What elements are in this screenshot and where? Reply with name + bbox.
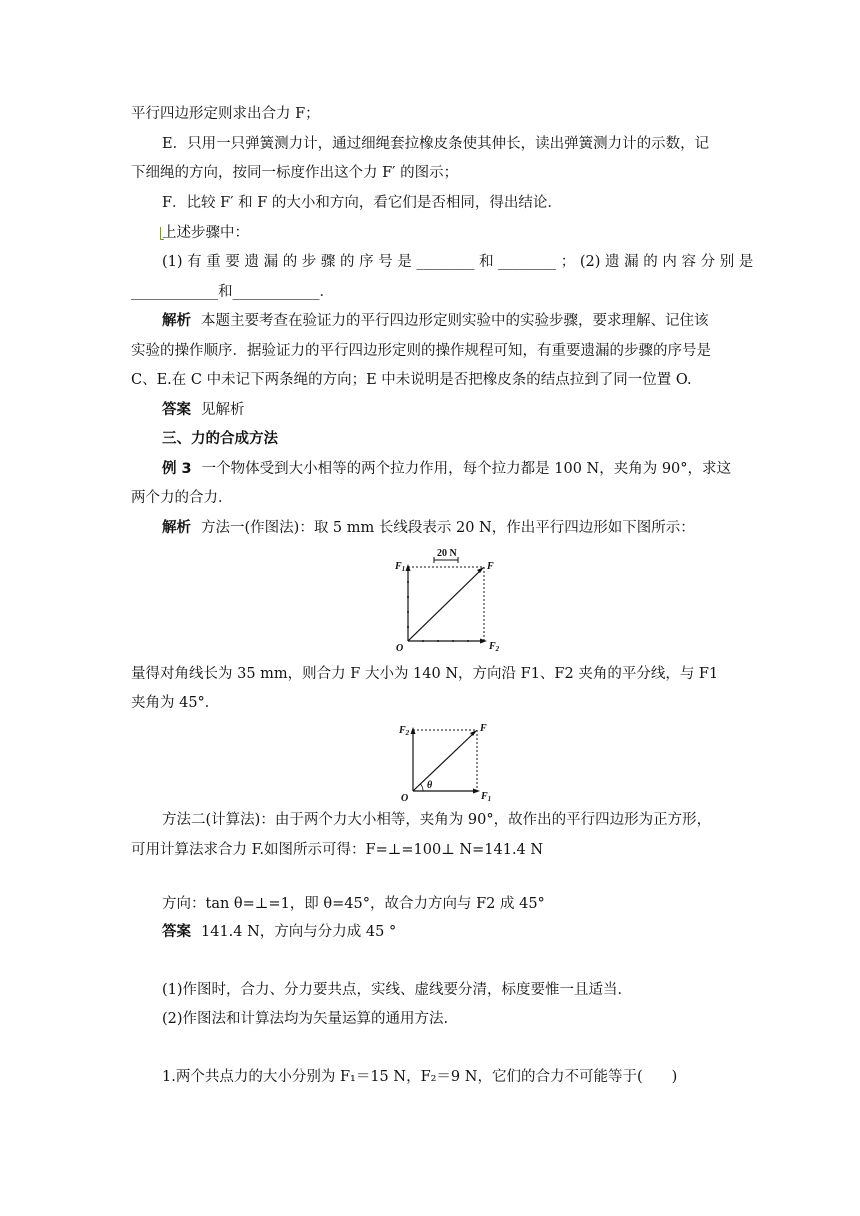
angle-label: θ [427,780,433,791]
text-line: 答案 141.4 N，方向与分力成 45 ° [162,924,397,940]
text-line: C、E.在 C 中未记下两条绳的方向；E 中未说明是否把橡皮条的结点拉到了同一位置 O. [131,372,692,388]
text-line: 可用计算法求合力 F.如图所示可得：F=⊥=100⊥ N=141.4 N [131,842,544,858]
text-line: 解析 本题主要考查在验证力的平行四边形定则实验中的实验步骤，要求理解、记住该 [162,313,709,329]
text-line: 量得对角线长为 35 mm，则合力 F 大小为 140 N，方向沿 F1、F2 夹角的平分线，与 F1 [131,666,719,682]
text-line: F．比较 F′ 和 F 的大小和方向，看它们是否相同，得出结论． [162,195,562,211]
text-line: 上述步骤中： [162,225,249,241]
text-line: E．只用一只弹簧测力计，通过细绳套拉橡皮条使其伸长，读出弹簧测力计的示数，记 [162,136,710,152]
text-line: 实验的操作顺序．据验证力的平行四边形定则的操作规程可知，有重要遗漏的步骤的序号是 [131,343,711,359]
question-line: 1.两个共点力的大小分别为 F₁＝15 N，F₂＝9 N，它们的合力不可能等于( ) [162,1069,678,1085]
text-line: (2)作图法和计算法均为矢量运算的通用方法. [162,1011,449,1027]
parallelogram-figure-1 [392,543,504,655]
text-line: 解析 方法一(作图法)：取 5 mm 长线段表示 20 N，作出平行四边形如下图所示： [162,520,695,536]
text-line: 方向：tan θ=⊥=1，即 θ=45°，故合力方向与 F2 成 45° [162,896,545,912]
svg-text:F1: $F_1$ [481,791,492,803]
text-line: 两个力的合力． [131,490,233,506]
text-line: (1) 有 重 要 遗 漏 的 步 骤 的 序 号 是 ________ 和 ________ ； (2) 遗 漏 的 内 容 分 别 是 [162,254,754,270]
text-line: (1)作图时，合力、分力要共点，实线、虚线要分清，标度要惟一且适当． [162,982,633,998]
text-line: 平行四边形定则求出合力 F； [131,106,320,122]
svg-text:O: O [401,793,409,804]
svg-text:O: O [396,643,404,654]
scale-label: 20 N [437,548,457,559]
text-line: 答案 见解析 [162,402,245,418]
vector-figure-2 [393,716,503,804]
svg-text:F2: $F_2$ [489,641,500,653]
svg-text:F: F [480,723,487,734]
text-line: 下细绳的方向，按同一标度作出这个力 F′ 的图示； [131,165,459,181]
svg-text:F: F [487,561,494,572]
svg-text:F1: $F_1$ [395,561,406,573]
text-line: ____________和____________． [131,284,334,300]
text-line: 夹角为 45°． [131,695,220,711]
text-line: 例 3 一个物体受到大小相等的两个拉力作用，每个拉力都是 100 N，夹角为 90°，求这 [162,461,732,477]
svg-text:F2: $F_2$ [399,725,410,737]
section-heading: 三、力的合成方法 [162,431,278,447]
text-line: 方法二(计算法)：由于两个力大小相等，夹角为 90°，故作出的平行四边形为正方形， [162,812,712,828]
